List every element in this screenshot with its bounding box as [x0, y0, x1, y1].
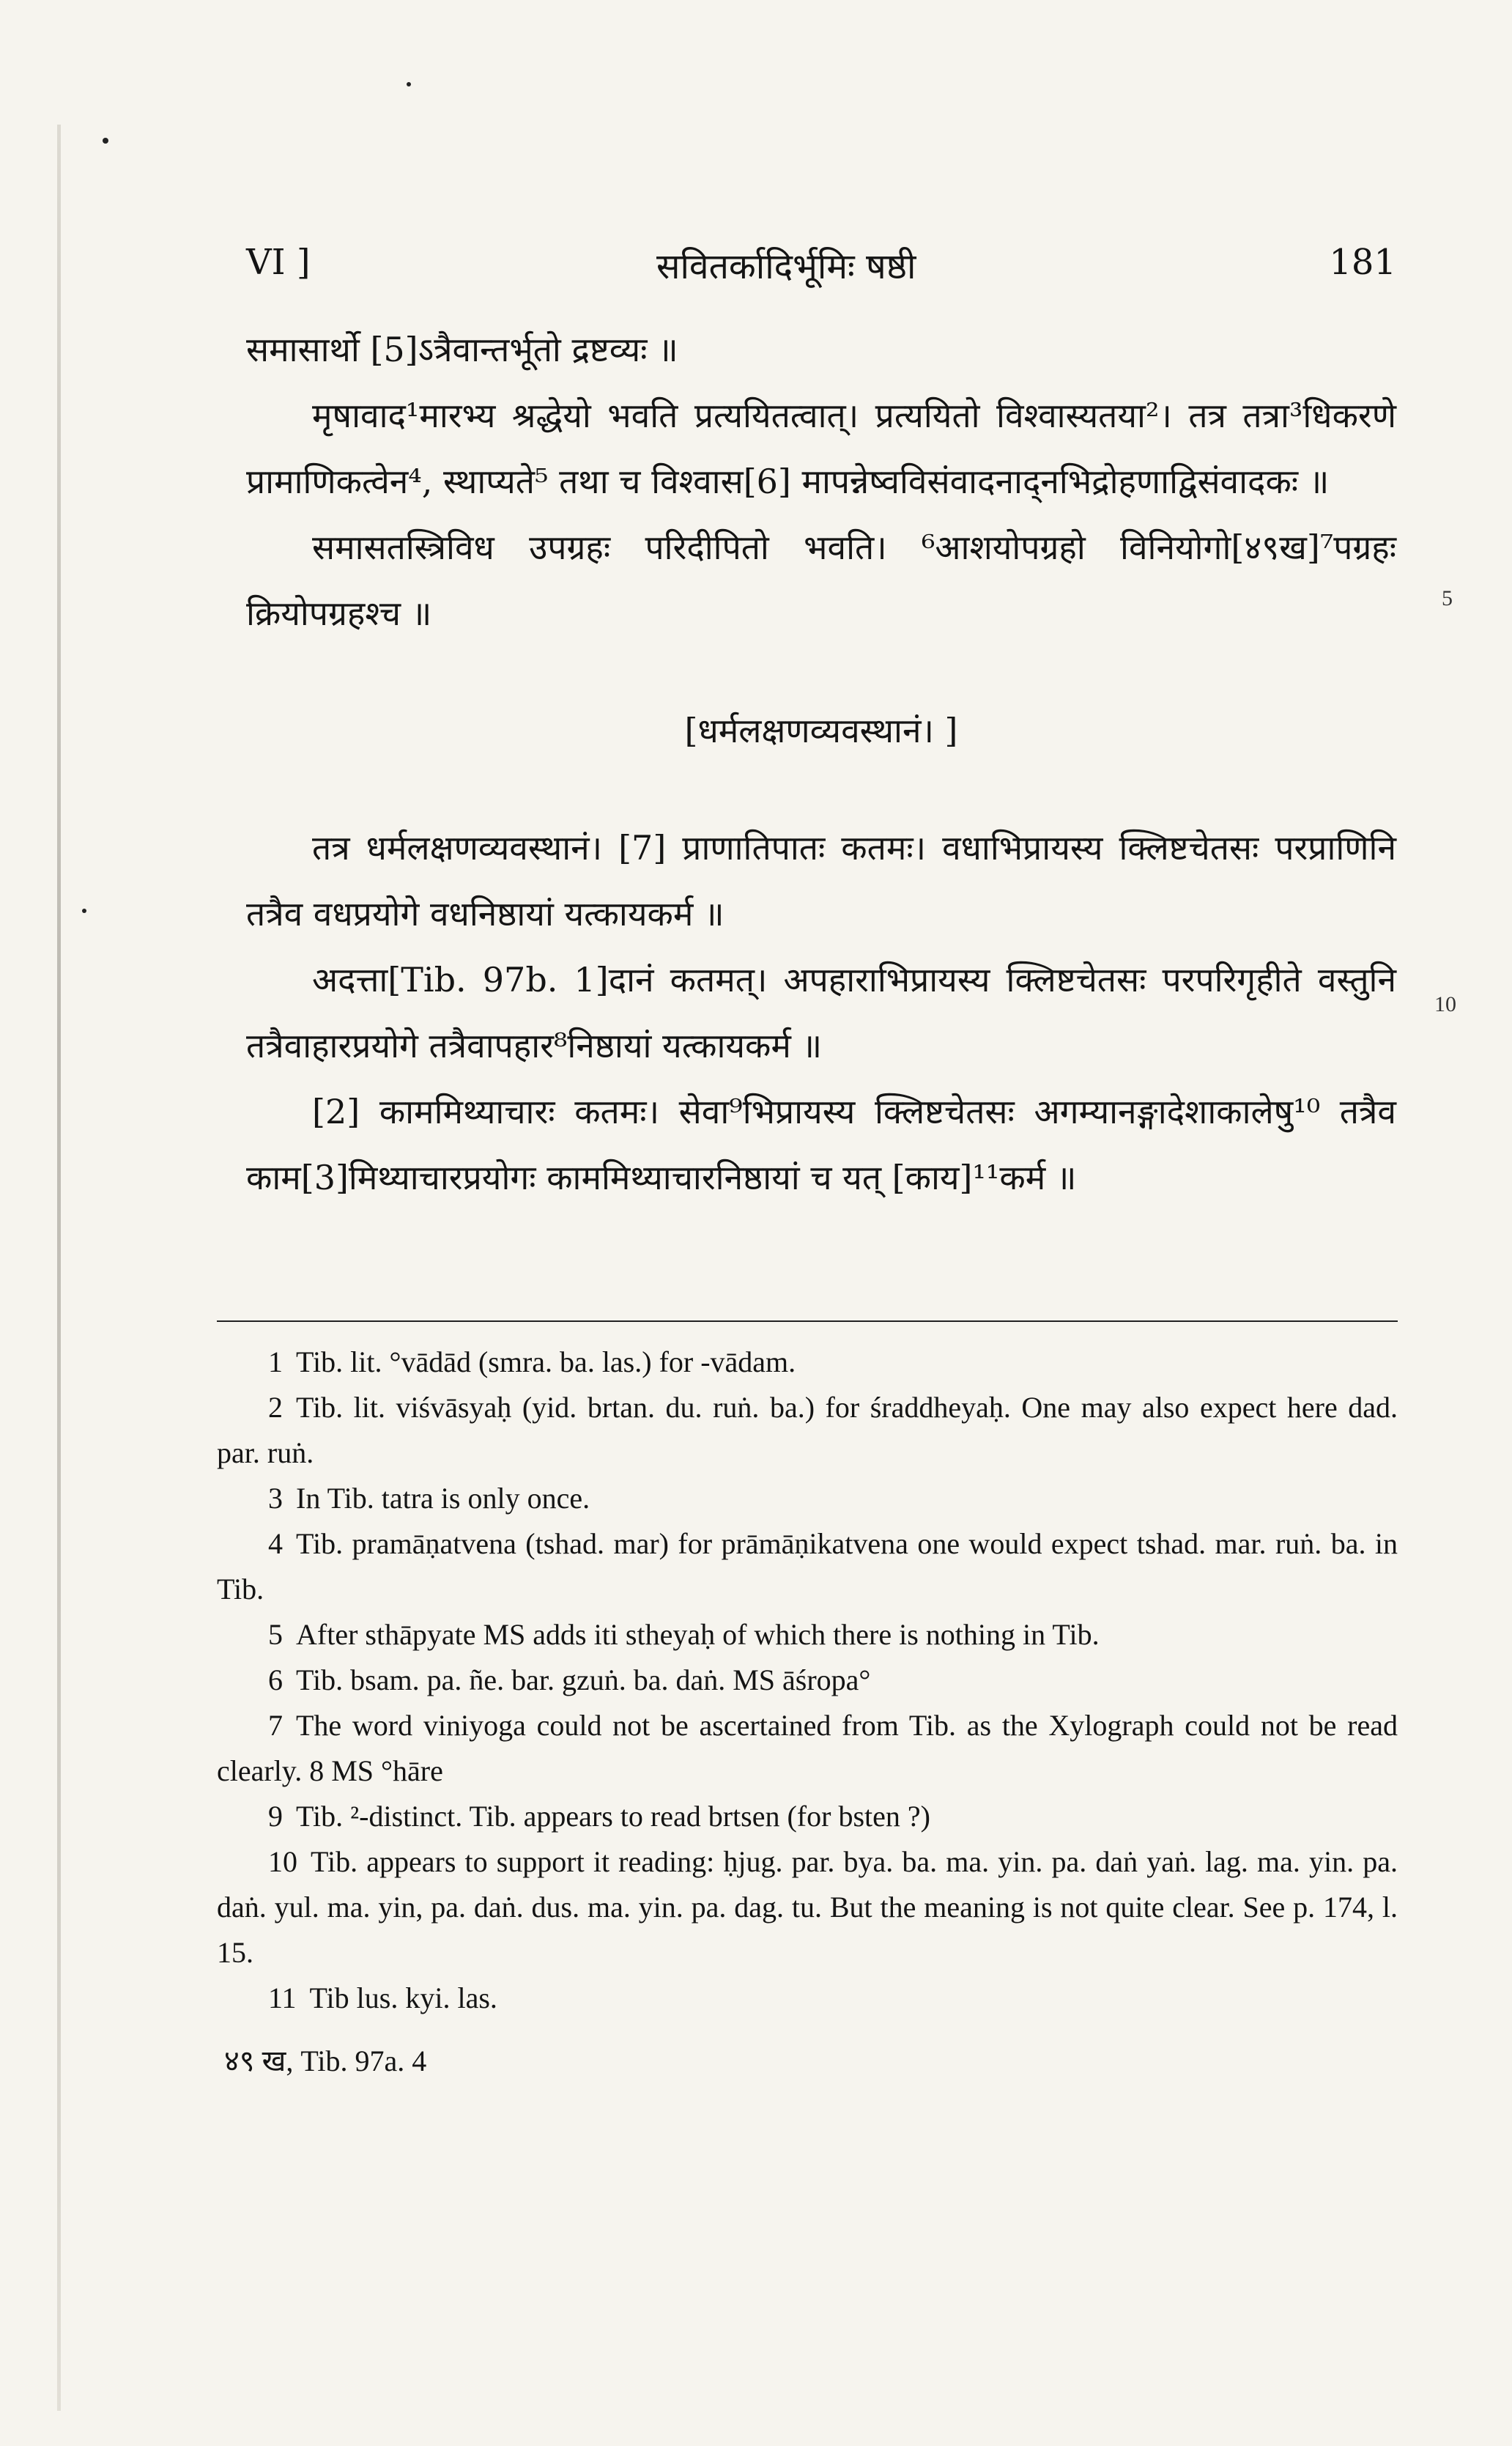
footnote-text: The word viniyoga could not be ascertained from Tib. as the Xylograph could not be read clearly. 8 MS °hāre — [217, 1709, 1398, 1787]
line-number-10: 10 — [1434, 992, 1456, 1016]
text-paragraph: समासतस्त्रिविध उपग्रहः परिदीपितो भवति। ⁶आशयोपग्रहो विनियोगो[४९ख]⁷पग्रहः क्रियोपग्रहश्च ॥ — [246, 528, 1396, 633]
footnote-number: 6 — [268, 1663, 283, 1696]
footnote-text: Tib. lit. viśvāsyaḥ (yid. brtan. du. ruṅ. ba.) for śraddheyaḥ. One may also expect here dad. par. ruṅ. — [217, 1391, 1398, 1469]
footnote — [217, 1521, 1398, 1612]
footnote-text: Tib. ²-distinct. Tib. appears to read brtsen (for bsten ?) — [296, 1800, 930, 1833]
footnote — [217, 1385, 1398, 1476]
text-paragraph: [2] काममिथ्याचारः कतमः। सेवा⁹भिप्रायस्य क्लिष्टचेतसः अगम्यानङ्गादेशाकालेषु¹⁰ तत्रैव काम[3]मिथ्याचारप्रयोगः काममिथ्याचारनिष्ठायां च यत् [काय]¹¹कर्म ॥ — [246, 1092, 1396, 1197]
footnote — [217, 1658, 1398, 1703]
footnote-text: Tib. lit. °vādād (smra. ba. las.) for -vādam. — [296, 1345, 796, 1378]
page-number: 181 — [1329, 242, 1396, 283]
footnote-number: 7 — [268, 1709, 283, 1742]
footnote — [217, 1794, 1398, 1839]
running-title: सवितर्कादिर्भूमिः षष्ठी — [656, 246, 916, 287]
footnote — [217, 1340, 1398, 1385]
footnotes — [217, 1340, 1398, 2084]
section-number: VI ] — [246, 242, 311, 283]
footnote-number: 4 — [268, 1527, 283, 1560]
footnote-divider — [217, 1320, 1398, 1322]
line-number-5: 5 — [1442, 586, 1453, 610]
footnote — [217, 1703, 1398, 1794]
text-paragraph: समासार्थो [5]ऽत्रैवान्तर्भूतो द्रष्टव्यः ॥ — [246, 330, 678, 369]
footnote — [217, 1976, 1398, 2021]
text-paragraph: अदत्ता[Tib. 97b. 1]दानं कतमत्। अपहाराभिप्रायस्य क्लिष्टचेतसः परपरिगृहीते वस्तुनि तत्रैवाहारप्रयोगे तत्रैवापहार⁸निष्ठायां यत्कायकर्म ॥ — [246, 960, 1396, 1065]
footnote-number: 3 — [268, 1482, 283, 1515]
scan-speck — [103, 138, 108, 144]
footnote-text: Tib. appears to support it reading: ḥjug. par. bya. ba. ma. yin. pa. daṅ yaṅ. lag. ma. yin. pa. daṅ. yul. ma. yin, pa. daṅ. dus. ma. yin. pa. dag. tu. But the meaning is not quite clear. See p. 174, l. 15. — [217, 1845, 1398, 1969]
footnote — [217, 1476, 1398, 1521]
footnote-text: After sthāpyate MS adds iti stheyaḥ of which there is nothing in Tib. — [296, 1618, 1100, 1651]
text-paragraph: मृषावाद¹मारभ्य श्रद्धेयो भवति प्रत्ययितत्वात्। प्रत्ययितो विश्वास्यतया²। तत्र तत्रा³धिकरणे प्रामाणिकत्वेन⁴, स्थाप्यते⁵ तथा च विश्वास[6] मापन्नेष्वविसंवादनाद्नभिद्रोहणाद्विसंवादकः ॥ — [246, 396, 1396, 501]
scan-speck — [407, 82, 411, 86]
footnote-number: 2 — [268, 1391, 283, 1424]
folio-reference: ४९ ख, Tib. 97a. 4 — [224, 2044, 427, 2077]
section-heading: [धर्मलक्षणव्यवस्थानं। ] — [684, 711, 958, 750]
footnote-number: 11 — [268, 1981, 297, 2014]
footnote-text: Tib. bsam. pa. ñe. bar. gzuṅ. ba. daṅ. MS āśropa° — [296, 1663, 871, 1696]
page-header — [246, 242, 1396, 300]
scan-speck — [82, 909, 86, 913]
text-paragraph: तत्र धर्मलक्षणव्यवस्थानं। [7] प्राणातिपातः कतमः। वधाभिप्रायस्य क्लिष्टचेतसः परप्राणिनि तत्रैव वधप्रयोगे वधनिष्ठायां यत्कायकर्म ॥ — [246, 828, 1396, 934]
footnote — [217, 1839, 1398, 1976]
footnote-number: 1 — [268, 1345, 283, 1378]
footnote-number: 10 — [268, 1845, 297, 1878]
footnote — [217, 1612, 1398, 1658]
footnote-text: Tib lus. kyi. las. — [309, 1981, 497, 2014]
footnote-text: Tib. pramāṇatvena (tshad. mar) for prāmāṇikatvena one would expect tshad. mar. ruṅ. ba. in Tib. — [217, 1527, 1398, 1606]
footnote-number: 9 — [268, 1800, 283, 1833]
scan-edge-shadow — [57, 125, 61, 2411]
footnote-text: In Tib. tatra is only once. — [296, 1482, 590, 1515]
footnote-number: 5 — [268, 1618, 283, 1651]
sanskrit-text-body — [246, 317, 1396, 1211]
